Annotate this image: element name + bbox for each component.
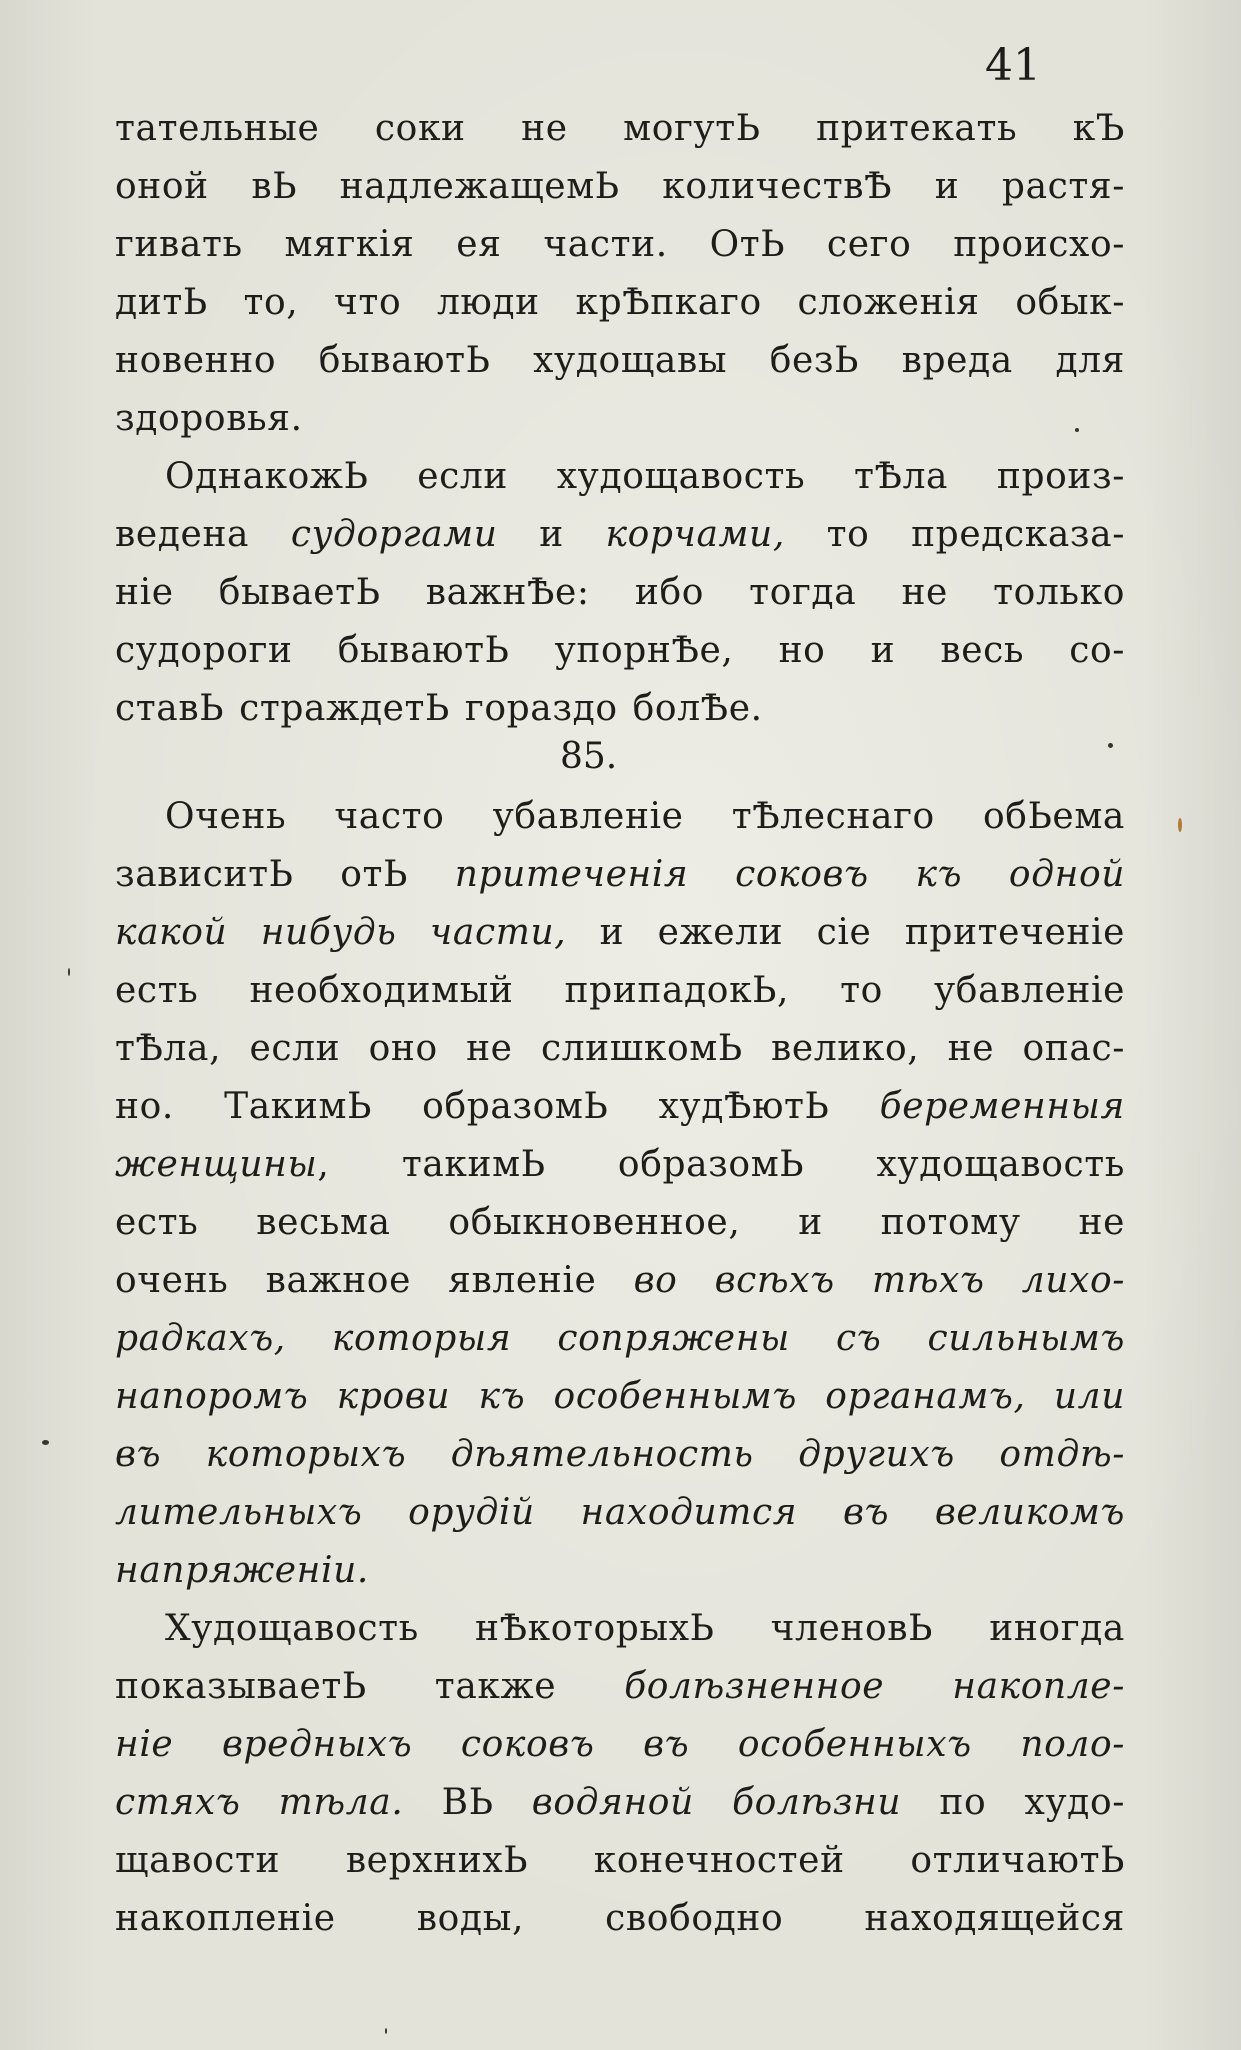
italic-run: корчами, xyxy=(605,514,785,555)
text-line xyxy=(115,1434,1125,1492)
roman-run: и xyxy=(497,514,606,555)
roman-run: здоровья. xyxy=(115,398,303,439)
roman-run: накопленіе воды, свободно находящейся xyxy=(115,1898,1125,1939)
text-line xyxy=(115,688,763,746)
roman-run: Очень часто убавленіе тѢлеснаго обЬема xyxy=(165,796,1125,837)
italic-run: какой нибудь части, xyxy=(115,912,567,953)
ink-speck xyxy=(385,2028,387,2034)
roman-run: судороги бываютЬ упорнѢе, но и весь со- xyxy=(115,630,1125,671)
text-line xyxy=(115,166,1125,224)
italic-run: женщины xyxy=(115,1144,318,1185)
page-number: 41 xyxy=(985,40,1041,91)
text-line xyxy=(115,1724,1125,1782)
roman-run: ніе бываетЬ важнѢе: ибо тогда не только xyxy=(115,572,1125,613)
text-line xyxy=(115,572,1125,630)
roman-run: тѢла, если оно не слишкомЬ велико, не опас- xyxy=(115,1028,1125,1069)
italic-run: водяной болѣзни xyxy=(531,1782,902,1823)
text-line xyxy=(115,1666,1125,1724)
roman-run: оной вЬ надлежащемЬ количествѢ и растя- xyxy=(115,166,1125,207)
text-line xyxy=(115,1376,1125,1434)
text-line xyxy=(115,1086,1125,1144)
ink-speck xyxy=(1108,743,1113,748)
italic-run: лительныхъ орудій находится въ великомъ xyxy=(115,1492,1125,1533)
roman-run: , такимЬ образомЬ худощавость xyxy=(317,1144,1125,1185)
roman-run: ОднакожЬ если худощавость тѢла произ- xyxy=(165,456,1125,497)
roman-run: дитЬ то, что люди крѢпкаго сложенія обык- xyxy=(115,282,1125,323)
roman-run: Худощавость нѢкоторыхЬ членовЬ иногда xyxy=(165,1608,1125,1649)
roman-run: есть необходимый припадокЬ, то убавленіе xyxy=(115,970,1125,1011)
roman-run: тательные соки не могутЬ притекать кЪ xyxy=(115,108,1125,149)
text-line xyxy=(165,456,1125,514)
roman-run: новенно бываютЬ худощавы безЬ вреда для xyxy=(115,340,1125,381)
roman-run: ведена xyxy=(115,514,291,555)
text-line xyxy=(115,1202,1125,1260)
roman-run: гивать мягкія ея части. ОтЬ сего происхо- xyxy=(115,224,1125,265)
italic-run: судоргами xyxy=(290,514,498,555)
text-line xyxy=(115,282,1125,340)
roman-run: и ежели сіе притеченіе xyxy=(566,912,1126,953)
roman-run: то предсказа- xyxy=(784,514,1125,555)
text-line xyxy=(115,1028,1125,1086)
text-line xyxy=(115,398,303,456)
italic-run: напряженіи. xyxy=(115,1550,369,1591)
text-line xyxy=(115,1260,1125,1318)
italic-run: радкахъ, которыя сопряжены съ сильнымъ xyxy=(115,1318,1125,1359)
text-line xyxy=(165,1608,1125,1666)
ink-speck xyxy=(68,968,70,976)
roman-run: ВЬ xyxy=(403,1782,532,1823)
ink-speck xyxy=(1075,428,1079,432)
italic-run: ніе вредныхъ соковъ въ особенныхъ поло- xyxy=(115,1724,1125,1765)
text-line xyxy=(115,912,1125,970)
text-line xyxy=(115,854,1125,912)
text-line xyxy=(115,340,1125,398)
roman-run: зависитЬ отЬ xyxy=(115,854,455,895)
section-number: 85. xyxy=(560,736,618,777)
roman-run: но. ТакимЬ образомЬ худѢютЬ xyxy=(115,1086,880,1127)
text-line xyxy=(115,108,1125,166)
italic-run: болѣзненное накопле- xyxy=(624,1666,1125,1707)
italic-run: во всѣхъ тѣхъ лихо- xyxy=(633,1260,1126,1301)
text-line xyxy=(115,630,1125,688)
roman-run: показываетЬ также xyxy=(115,1666,625,1707)
roman-run: щавости верхнихЬ конечностей отличаютЬ xyxy=(115,1840,1125,1881)
text-line xyxy=(115,1898,1125,1956)
text-line xyxy=(115,514,1125,572)
text-line xyxy=(115,1144,1125,1202)
italic-run: въ которыхъ дѣятельность другихъ отдѣ- xyxy=(115,1434,1125,1475)
text-line xyxy=(115,1318,1125,1376)
roman-run: очень важное явленіе xyxy=(115,1260,634,1301)
ink-speck xyxy=(42,1440,49,1445)
text-line xyxy=(115,1782,1125,1840)
text-line xyxy=(115,224,1125,282)
roman-run: ставЬ страждетЬ гораздо болѢе. xyxy=(115,688,763,729)
text-line xyxy=(115,970,1125,1028)
italic-run: стяхъ тѣла. xyxy=(115,1782,404,1823)
text-line xyxy=(165,796,1125,854)
text-line xyxy=(115,1840,1125,1898)
text-line xyxy=(115,1492,1125,1550)
italic-run: притеченія соковъ къ одной xyxy=(454,854,1125,895)
italic-run: напоромъ крови къ особеннымъ органамъ, или xyxy=(115,1376,1125,1417)
roman-run: есть весьма обыкновенное, и потому не xyxy=(115,1202,1125,1243)
roman-run: по худо- xyxy=(901,1782,1125,1823)
ink-speck xyxy=(1178,818,1182,832)
italic-run: беременныя xyxy=(879,1086,1125,1127)
text-line xyxy=(115,1550,369,1608)
